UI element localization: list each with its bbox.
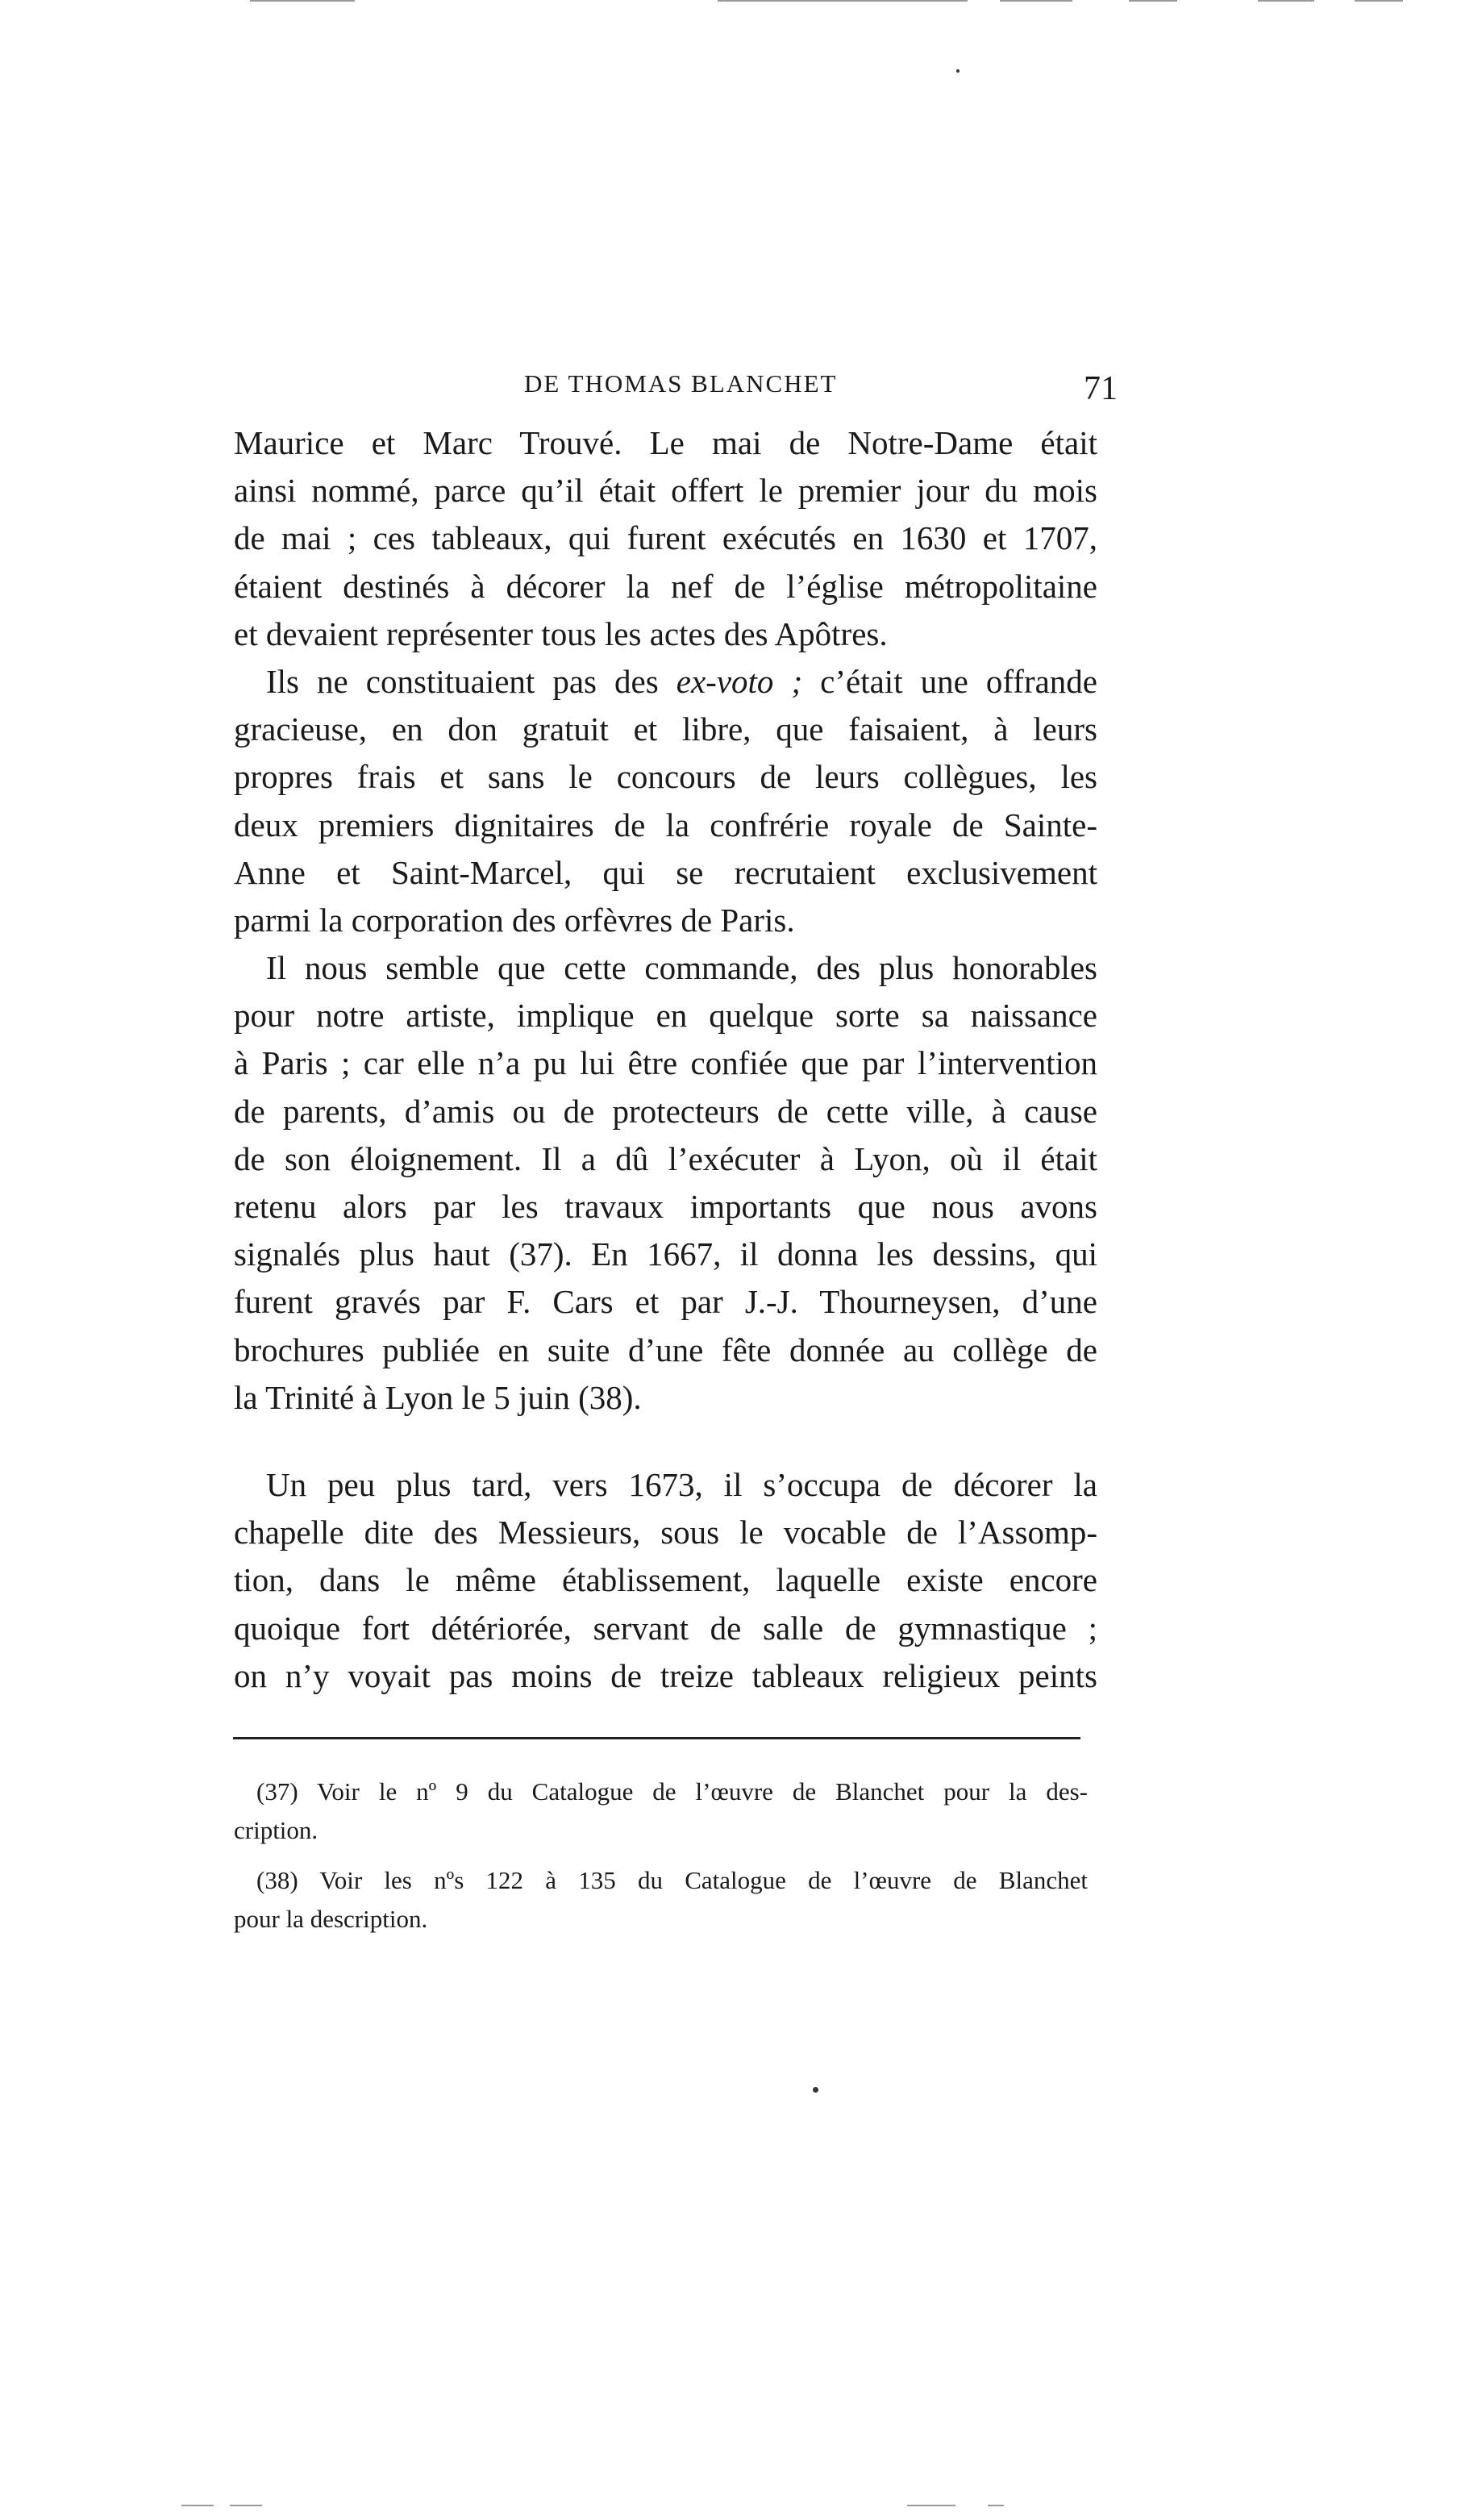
footnotes <box>234 1772 1088 1939</box>
scan-edge-line <box>718 0 968 2</box>
text-line: à Paris ; car elle n’a pu lui être confiée que par l’intervention <box>234 1044 1097 1082</box>
scan-edge-line <box>181 2505 214 2506</box>
paragraph <box>234 944 1097 1422</box>
text-line: furent gravés par F. Cars et par J.-J. Thourneysen, d’une <box>234 1283 1097 1321</box>
text-line: la Trinité à Lyon le 5 juin (38). <box>234 1378 642 1416</box>
footnote-line: (37) Voir le nº 9 du Catalogue de l’œuvre de Blanchet pour la des- <box>256 1777 1088 1806</box>
footnote-line: pour la description. <box>234 1905 428 1933</box>
text-line: gracieuse, en don gratuit et libre, que faisaient, à leurs <box>234 710 1097 748</box>
ink-speck <box>813 2087 818 2093</box>
text-line: Maurice et Marc Trouvé. Le mai de Notre-Dame était <box>234 424 1097 461</box>
text-line <box>234 658 1097 706</box>
text-line: de mai ; ces tableaux, qui furent exécutés en 1630 et 1707, <box>234 519 1097 557</box>
scan-edge-line <box>250 0 355 2</box>
text-line: propres frais et sans le concours de leurs collègues, les <box>234 758 1097 796</box>
footnote <box>234 1772 1088 1850</box>
text-line: deux premiers dignitaires de la confrérie royale de Sainte- <box>234 806 1097 843</box>
text-line: Anne et Saint-Marcel, qui se recrutaient exclusivement <box>234 853 1097 891</box>
scan-edge-line <box>1129 0 1177 2</box>
text-line: signalés plus haut (37). En 1667, il donna les dessins, qui <box>234 1235 1097 1273</box>
text-line: Il nous semble que cette commande, des plus honorables <box>266 949 1097 986</box>
footnote <box>234 1861 1088 1939</box>
running-head <box>234 369 1118 410</box>
text-line: tion, dans le même établissement, laquelle existe encore <box>234 1561 1097 1599</box>
text-line: ainsi nommé, parce qu’il était offert le premier jour du mois <box>234 472 1097 510</box>
text-line: brochures publiée en suite d’une fête donnée au collège de <box>234 1331 1097 1368</box>
scan-edge-line <box>230 2505 262 2506</box>
running-title: DE THOMAS BLANCHET <box>524 369 838 398</box>
text-line: pour notre artiste, implique en quelque sorte sa naissance <box>234 997 1097 1035</box>
text-line: on n’y voyait pas moins de treize tableaux religieux peints <box>234 1656 1097 1694</box>
footnote-separator <box>233 1737 1080 1739</box>
text-run: Ils ne constituaient pas des <box>266 663 676 700</box>
text-line: retenu alors par les travaux importants que nous avons <box>234 1187 1097 1225</box>
text-run: c’était une offrande <box>802 663 1097 700</box>
text-line: quoique fort détériorée, servant de salle de gymnastique ; <box>234 1609 1097 1647</box>
footnote-gap <box>234 1850 1088 1861</box>
text-line: parmi la corporation des orfèvres de Paris. <box>234 901 795 939</box>
text-line: étaient destinés à décorer la nef de l’église métropolitaine <box>234 567 1097 605</box>
ink-speck <box>956 69 960 73</box>
text-line: Un peu plus tard, vers 1673, il s’occupa de décorer la <box>266 1466 1097 1503</box>
text-line: et devaient représenter tous les actes des Apôtres. <box>234 614 888 652</box>
text-line: chapelle dite des Messieurs, sous le vocable de l’Assomp- <box>234 1514 1097 1552</box>
footnote-line: cription. <box>234 1816 318 1844</box>
italic-term: ex-voto ; <box>676 663 803 700</box>
paragraph <box>234 1461 1097 1700</box>
footnote-line: (38) Voir les nºs 122 à 135 du Catalogue de l’œuvre de Blanchet <box>256 1866 1088 1894</box>
scan-edge-line <box>988 2505 1004 2506</box>
scan-edge-line <box>1000 0 1072 2</box>
paragraph <box>234 658 1097 944</box>
scan-edge-line <box>1355 0 1403 2</box>
scan-edge-line <box>907 2505 955 2506</box>
text-line: de parents, d’amis ou de protecteurs de cette ville, à cause <box>234 1092 1097 1130</box>
page-number: 71 <box>1084 370 1118 407</box>
text-line: de son éloignement. Il a dû l’exécuter à Lyon, où il était <box>234 1139 1097 1177</box>
scan-edge-line <box>1258 0 1314 2</box>
paragraph <box>234 419 1097 658</box>
